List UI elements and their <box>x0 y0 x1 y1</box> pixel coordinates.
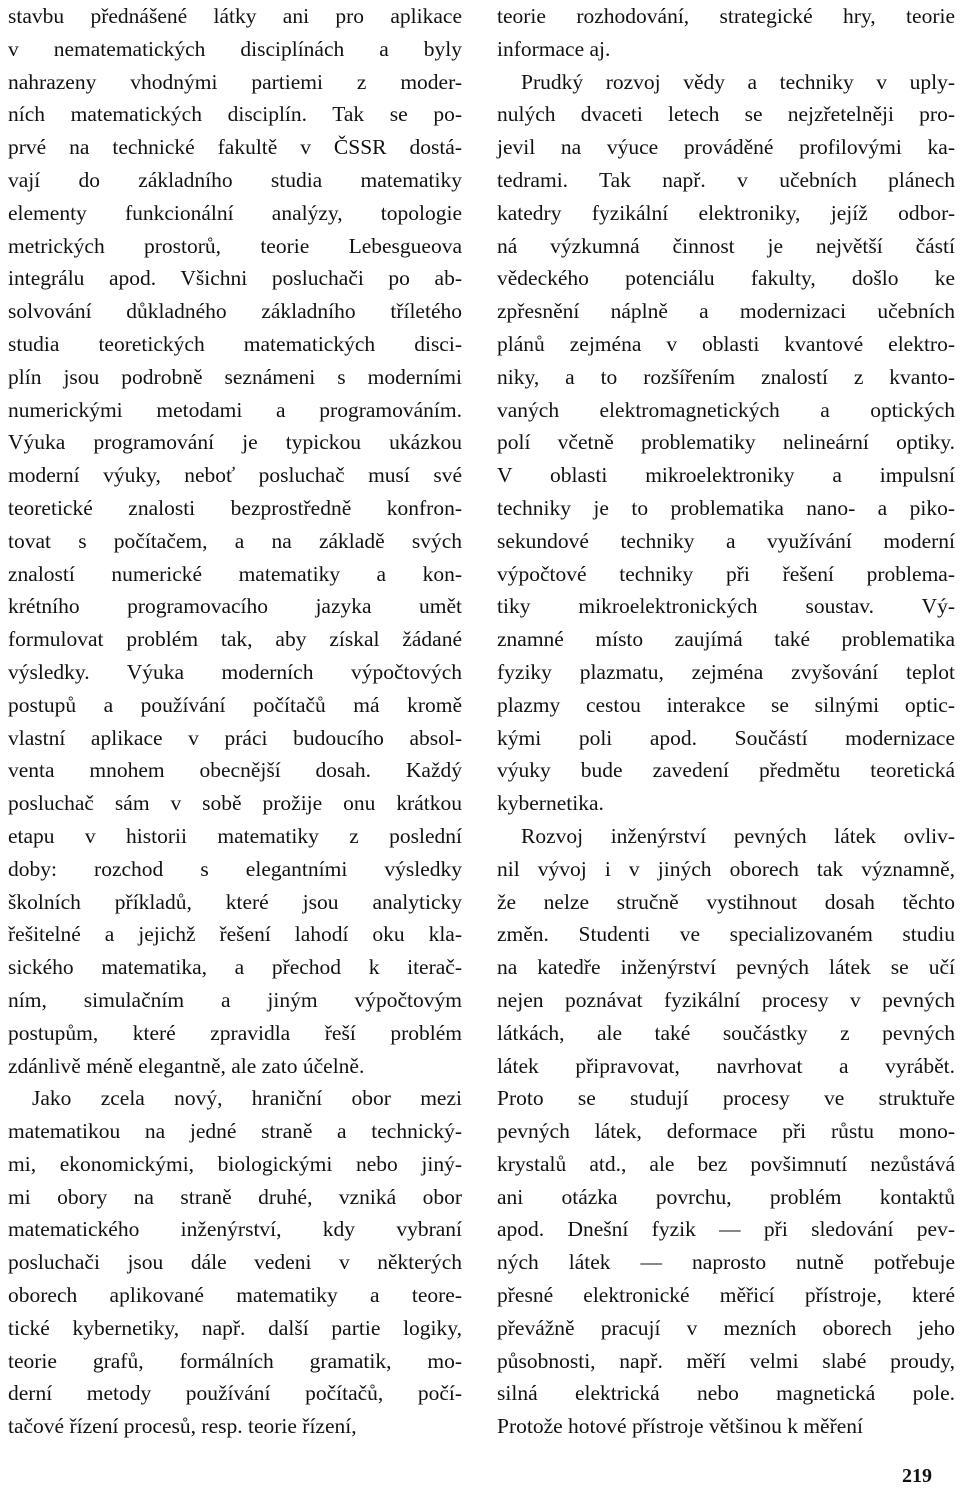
text-line: ani otázka povrchu, problém kontaktů <box>497 1184 955 1209</box>
text-line: tiky mikroelektronických soustav. Vý- <box>497 594 955 619</box>
text-line: ná výzkumná činnost je největší částí <box>497 233 955 258</box>
text-line: fyziky plazmatu, zejména zvyšování teplot <box>497 659 955 684</box>
text-line: kybernetika. <box>497 791 604 816</box>
text-line: pevných látek, deformace při růstu mono- <box>497 1119 955 1144</box>
text-line: školních příkladů, které jsou analyticky <box>8 889 462 914</box>
text-line: elementy funkcionální analýzy, topologie <box>8 200 462 225</box>
text-line: vlastní aplikace v práci budoucího absol- <box>8 725 462 750</box>
text-line: výsledky. Výuka moderních výpočtových <box>8 659 462 684</box>
left-text-column <box>8 0 462 1443</box>
text-line: plazmy cestou interakce se silnými optic- <box>497 692 955 717</box>
text-line: techniky je to problematika nano- a piko- <box>497 495 955 520</box>
text-line: formulovat problém tak, aby získal žádané <box>8 627 462 652</box>
text-line: polí včetně problematiky nelineární optiky. <box>497 430 955 455</box>
text-line: tačové řízení procesů, resp. teorie řízení, <box>8 1414 357 1439</box>
text-line: nejen poznávat fyzikální procesy v pevných <box>497 987 955 1012</box>
text-line: Prudký rozvoj vědy a techniky v uply- <box>521 69 955 94</box>
text-line: matematikou na jedné straně a technický- <box>8 1119 462 1144</box>
text-line: změn. Studenti ve specializovaném studiu <box>497 922 955 947</box>
text-line: krétního programovacího jazyka umět <box>8 594 462 619</box>
text-line: krystalů atd., ale bez povšimnutí nezůstává <box>497 1151 955 1176</box>
text-line: ním, simulačním a jiným výpočtovým <box>8 987 462 1012</box>
text-line: studia teoretických matematických disci- <box>8 331 462 356</box>
text-line: posluchač sám v sobě prožije onu krátkou <box>8 791 462 816</box>
text-line: vědeckého potenciálu fakulty, došlo ke <box>497 266 955 291</box>
text-line: na katedře inženýrství pevných látek se učí <box>497 955 955 980</box>
text-line: nil vývoj i v jiných oborech tak významně, <box>497 856 955 881</box>
text-line: výpočtové techniky při řešení problema- <box>497 561 955 586</box>
text-line: prvé na technické fakultě v ČSSR dostá- <box>8 135 462 160</box>
text-line: vají do základního studia matematiky <box>8 167 462 192</box>
text-line: teorie grafů, formálních gramatik, mo- <box>8 1348 462 1373</box>
text-line: Protože hotové přístroje většinou k měření <box>497 1414 864 1439</box>
text-line: sekundové techniky a využívání moderní <box>497 528 955 553</box>
text-line: etapu v historii matematiky z poslední <box>8 823 462 848</box>
right-text-column <box>497 0 955 1443</box>
text-line: látek připravovat, navrhovat a vyrábět. <box>497 1053 955 1078</box>
text-line: matematického inženýrství, kdy vybraní <box>8 1217 462 1242</box>
text-line: doby: rozchod s elegantními výsledky <box>8 856 462 881</box>
text-line: stavbu přednášené látky ani pro aplikace <box>8 4 462 28</box>
text-line: niky, a to rozšířením znalostí z kvanto- <box>497 364 955 389</box>
text-line: nahrazeny vhodnými partiemi z moder- <box>8 69 462 94</box>
text-line: mi obory na straně druhé, vzniká obor <box>8 1184 462 1209</box>
text-line: plín jsou podrobně seznámeni s moderními <box>8 364 462 389</box>
text-line: působnosti, např. měří velmi slabé proudy, <box>497 1348 955 1373</box>
text-line: informace aj. <box>497 36 611 61</box>
text-line: plánů zejména v oblasti kvantové elektro- <box>497 331 955 356</box>
text-line: Rozvoj inženýrství pevných látek ovliv- <box>521 823 955 848</box>
text-line: přesné elektronické měřicí přístroje, které <box>497 1283 955 1308</box>
text-line: silná elektrická nebo magnetická pole. <box>497 1381 955 1406</box>
text-line: ných látek — naprosto nutně potřebuje <box>497 1250 955 1275</box>
text-line: solvování důkladného základního tříletého <box>8 299 462 324</box>
text-line: postupům, které zpravidla řeší problém <box>8 1020 462 1045</box>
text-line: znalostí numerické matematiky a kon- <box>8 561 462 586</box>
text-line: moderní výuky, neboť posluchač musí své <box>8 463 462 488</box>
text-line: vaných elektromagnetických a optických <box>497 397 955 422</box>
text-line: látkách, ale také součástky z pevných <box>497 1020 955 1045</box>
text-line: integrálu apod. Všichni posluchači po ab- <box>8 266 462 291</box>
text-line: kými poli apod. Součástí modernizace <box>497 725 955 750</box>
text-line: nulých dvaceti letech se nejzřetelněji pro- <box>497 102 955 127</box>
text-line: tedrami. Tak např. v učebních plánech <box>497 167 955 192</box>
text-line: posluchači jsou dále vedeni v některých <box>8 1250 462 1275</box>
text-line: tovat s počítačem, a na základě svých <box>8 528 462 553</box>
text-line: převážně pracují v mezních oborech jeho <box>497 1315 955 1340</box>
text-line: metrických prostorů, teorie Lebesgueova <box>8 233 462 258</box>
text-line: výuky bude zavedení předmětu teoretická <box>497 758 955 783</box>
text-line: zdánlivě méně elegantně, ale zato účelně. <box>8 1053 365 1078</box>
text-line: jevil na výuce prováděné profilovými ka- <box>497 135 955 160</box>
text-line: teoretické znalosti bezprostředně konfron- <box>8 495 462 520</box>
text-line: tické kybernetiky, např. další partie logiky, <box>8 1315 462 1340</box>
text-line: mi, ekonomickými, biologickými nebo jiný- <box>8 1151 462 1176</box>
text-line: že nelze stručně vystihnout dosah těchto <box>497 889 955 914</box>
text-line: Proto se studují procesy ve struktuře <box>497 1086 955 1111</box>
text-line: zpřesnění náplně a modernizaci učebních <box>497 299 955 324</box>
text-line: v nematematických disciplínách a byly <box>8 36 462 61</box>
text-line: znamné místo zaujímá také problematika <box>497 627 955 652</box>
text-line: řešitelné a jejichž řešení lahodí oku kla- <box>8 922 462 947</box>
text-line: sického matematika, a přechod k iterač- <box>8 955 462 980</box>
text-line: derní metody používání počítačů, počí- <box>8 1381 462 1406</box>
text-line: V oblasti mikroelektroniky a impulsní <box>497 463 955 488</box>
text-line: apod. Dnešní fyzik — při sledování pev- <box>497 1217 955 1242</box>
text-line: katedry fyzikální elektroniky, jejíž odbor- <box>497 200 955 225</box>
text-line: teorie rozhodování, strategické hry, teorie <box>497 4 955 28</box>
text-line: venta mnohem obecnější dosah. Každý <box>8 758 462 783</box>
text-line: postupů a používání počítačů má kromě <box>8 692 462 717</box>
text-line: numerickými metodami a programováním. <box>8 397 462 422</box>
text-line: oborech aplikované matematiky a teore- <box>8 1283 462 1308</box>
text-line: Výuka programování je typickou ukázkou <box>8 430 462 455</box>
page-number: 219 <box>902 1465 932 1487</box>
text-line: ních matematických disciplín. Tak se po- <box>8 102 462 127</box>
text-line: Jako zcela nový, hraniční obor mezi <box>32 1086 462 1111</box>
